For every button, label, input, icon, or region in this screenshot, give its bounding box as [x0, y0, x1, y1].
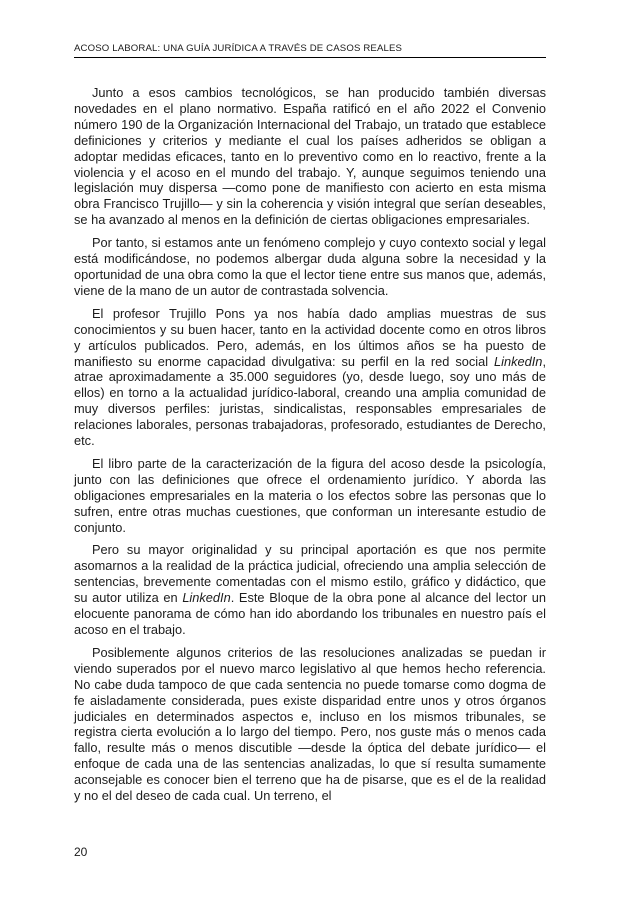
paragraph [74, 85, 546, 228]
paragraph [74, 542, 546, 637]
paragraph [74, 456, 546, 536]
italic-term: LinkedIn [494, 353, 543, 369]
paragraph-text: El libro parte de la caracterización de la figura del acoso desde la psicología, junto con las definiciones que ofrece el ordenamiento jurídico. Y aborda las obligaciones empresariales en la materia o los efectos sobre las personas que lo sufren, entre otras muchas cuestiones, que conforman un interesante estudio de conjunto. [74, 455, 546, 535]
running-header: ACOSO LABORAL: UNA GUÍA JURÍDICA A TRAVÉS DE CASOS REALES [74, 43, 403, 54]
paragraph [74, 235, 546, 299]
header-rule [74, 57, 546, 58]
paragraph-text: Junto a esos cambios tecnológicos, se han producido también diversas novedades en el plano normativo. España ratificó en el año 2022 el Convenio número 190 de la Organización Internacional del Trabajo, un tratado que establece definiciones y criterios y mediante el cual los países adheridos se obligan a adoptar medidas eficaces, tanto en lo preventivo como en lo reactivo, frente a la violencia y el acoso en el mundo del trabajo. Y, aunque seguimos teniendo una legislación muy dispersa —como pone de manifiesto con acierto en esta misma obra Francisco Trujillo— y sin la coherencia y visión integral que serían deseables, se ha avanzado al menos en la definición de ciertas obligaciones empresariales. [74, 85, 546, 228]
italic-term: LinkedIn [182, 590, 231, 606]
paragraph [74, 306, 546, 449]
paragraph-text: , atrae aproximadamente a 35.000 seguidores (yo, desde luego, soy uno más de ellos) en torno a la actualidad jurídico-laboral, creando una amplia comunidad de muy diversos perfiles: juristas, sindicalistas, responsables empresariales de relaciones laborales, personas trabajadoras, profesorado, estudiantes de Derecho, etc. [74, 353, 546, 449]
paragraph [74, 645, 546, 804]
page-number: 20 [74, 845, 88, 859]
paragraph-text: Por tanto, si estamos ante un fenómeno complejo y cuyo contexto social y legal está modificándose, no podemos albergar duda alguna sobre la necesidad y la oportunidad de una obra como la que el lector tiene entre sus manos que, además, viene de la mano de un autor de contrastada solvencia. [74, 235, 546, 298]
paragraph-text: Pero su mayor originalidad y su principal aportación es que nos permite asomarnos a la realidad de la práctica judicial, ofreciendo una amplia selección de sentencias, brevemente comentadas con el mismo estilo, gráfico y didáctico, que su autor utiliza en [74, 542, 546, 606]
body-text [74, 85, 546, 811]
paragraph-text: . Este Bloque de la obra pone al alcance del lector un elocuente panorama de cómo han ido abordando los tribunales en nuestro país el acoso en el trabajo. [74, 590, 546, 637]
paragraph-text: El profesor Trujillo Pons ya nos había dado amplias muestras de sus conocimientos y su buen hacer, tanto en la actividad docente como en otros libros y artículos publicados. Pero, además, en los últimos años se ha puesto de manifiesto su enorme capacidad divulgativa: su perfil en la red social [74, 305, 546, 369]
paragraph-text: Posiblemente algunos criterios de las resoluciones analizadas se puedan ir viendo superados por el nuevo marco legislativo al que hemos hecho referencia. No cabe duda tampoco de que cada sentencia no puede tomarse como dogma de fe aisladamente considerada, pues existe disparidad entre unos y otros órganos judiciales en determinados aspectos e, incluso en los mismos tribunales, se registra cierta evolución a lo largo del tiempo. Pero, nos guste más o menos cada fallo, resulte más o menos discutible —desde la óptica del debate jurídico— el enfoque de cada una de las sentencias analizadas, lo que sí resulta sumamente aconsejable es conocer bien el terreno que ha de pisarse, que es el de la realidad y no el del deseo de cada cual. Un terreno, el [74, 644, 546, 804]
